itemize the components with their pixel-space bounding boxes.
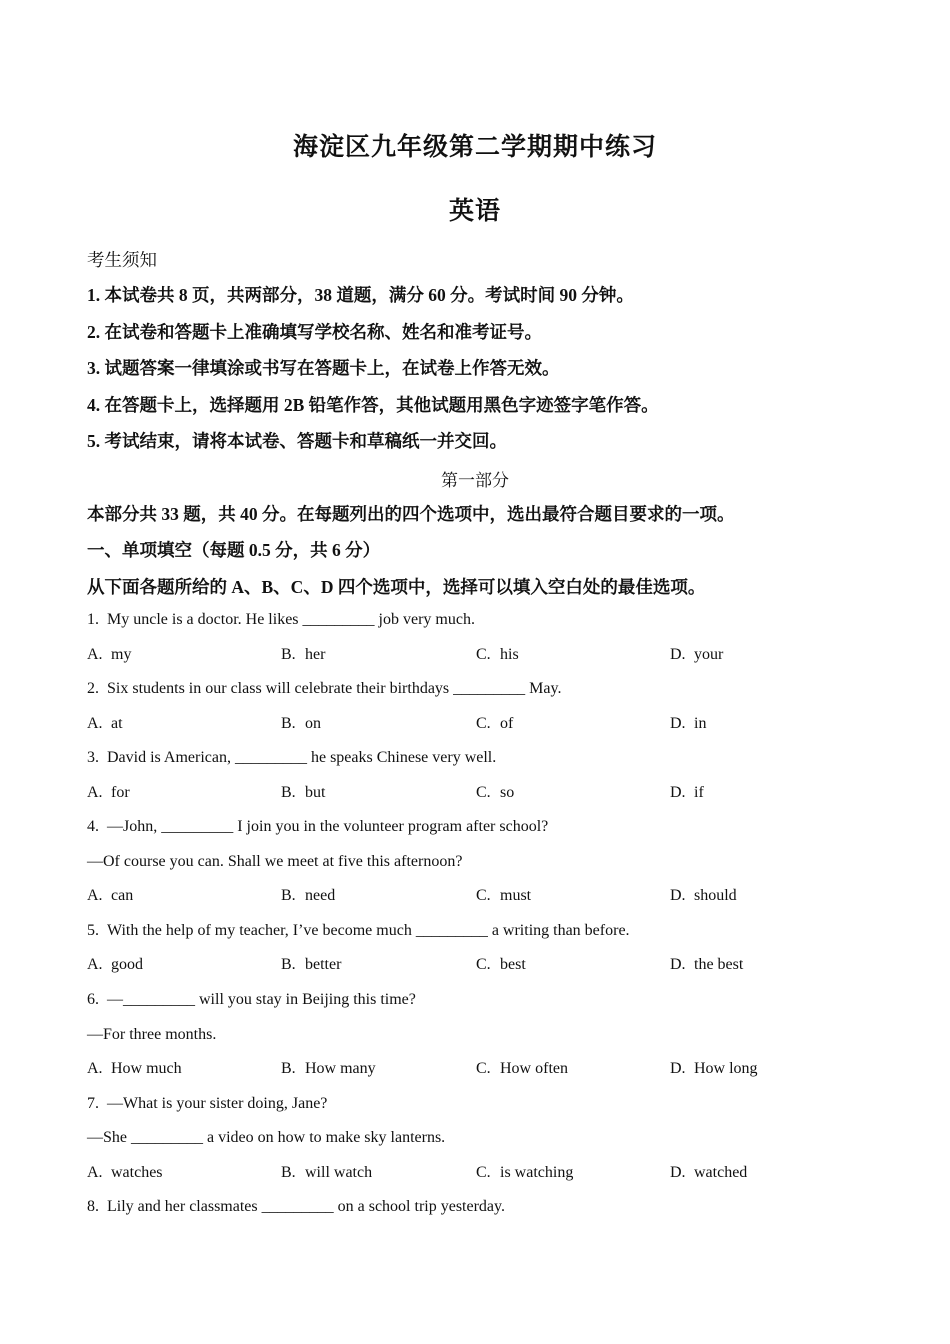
notice-item: 2. 在试卷和答题卡上准确填写学校名称、姓名和准考证号。: [87, 322, 542, 342]
option-b[interactable]: [281, 1060, 376, 1078]
option-text: must: [500, 887, 532, 904]
option-c[interactable]: [476, 1060, 568, 1078]
option-text: for: [111, 784, 130, 801]
notice-item: 4. 在答题卡上，选择题用 2B 铅笔作答，其他试题用黑色字迹签字笔作答。: [87, 395, 659, 415]
option-label: A.: [87, 956, 103, 973]
option-label: D.: [670, 1060, 686, 1077]
question-number: 7.: [87, 1095, 99, 1112]
option-a[interactable]: [87, 887, 133, 905]
notice-item: 1. 本试卷共 8 页，共两部分，38 道题，满分 60 分。考试时间 90 分钟。: [87, 285, 634, 305]
part-intro: 本部分共 33 题，共 40 分。在每题列出的四个选项中，选出最符合题目要求的一项。: [87, 504, 735, 524]
option-text: will watch: [305, 1164, 373, 1181]
question-stem: With the help of my teacher, I’ve become much _________ a writing than before.: [107, 922, 630, 939]
option-text: good: [111, 956, 143, 973]
option-b[interactable]: [281, 715, 321, 733]
option-label: B.: [281, 956, 296, 973]
question-number: 3.: [87, 749, 99, 766]
option-text: watches: [111, 1164, 163, 1181]
option-text: better: [305, 956, 342, 973]
question-5: [87, 922, 630, 940]
option-label: A.: [87, 1164, 103, 1181]
option-d[interactable]: [670, 784, 704, 802]
option-text: the best: [694, 956, 744, 973]
option-text: of: [500, 715, 514, 732]
option-label: A.: [87, 646, 103, 663]
question-4: [87, 818, 548, 836]
option-text: is watching: [500, 1164, 574, 1181]
part-title: 第一部分: [441, 471, 509, 490]
option-label: D.: [670, 715, 686, 732]
option-d[interactable]: [670, 956, 743, 974]
option-text: best: [500, 956, 526, 973]
option-a[interactable]: [87, 784, 130, 802]
option-text: so: [500, 784, 515, 801]
question-6: [87, 991, 416, 1009]
question-stem: David is American, _________ he speaks Chinese very well.: [107, 749, 497, 766]
option-label: C.: [476, 646, 491, 663]
option-label: C.: [476, 956, 491, 973]
question-stem: —_________ will you stay in Beijing this time?: [107, 991, 416, 1008]
option-text: at: [111, 715, 123, 732]
question-dialogue-line: —She _________ a video on how to make sky lanterns.: [87, 1129, 446, 1146]
option-text: his: [500, 646, 519, 663]
option-text: in: [694, 715, 707, 732]
question-number: 6.: [87, 991, 99, 1008]
question-number: 1.: [87, 611, 99, 628]
option-label: B.: [281, 1060, 296, 1077]
option-b[interactable]: [281, 887, 335, 905]
option-c[interactable]: [476, 1164, 573, 1182]
option-text: if: [694, 784, 704, 801]
option-c[interactable]: [476, 646, 519, 664]
option-text: watched: [694, 1164, 748, 1181]
notice-item: 5. 考试结束，请将本试卷、答题卡和草稿纸一并交回。: [87, 431, 507, 451]
option-label: C.: [476, 1060, 491, 1077]
option-label: B.: [281, 784, 296, 801]
option-label: B.: [281, 646, 296, 663]
option-a[interactable]: [87, 1164, 163, 1182]
question-8: [87, 1198, 505, 1216]
option-text: but: [305, 784, 326, 801]
option-c[interactable]: [476, 715, 513, 733]
question-number: 5.: [87, 922, 99, 939]
question-number: 8.: [87, 1198, 99, 1215]
option-label: C.: [476, 715, 491, 732]
question-stem: Lily and her classmates _________ on a school trip yesterday.: [107, 1198, 505, 1215]
option-label: C.: [476, 1164, 491, 1181]
option-label: A.: [87, 887, 103, 904]
option-text: need: [305, 887, 336, 904]
option-d[interactable]: [670, 715, 706, 733]
option-b[interactable]: [281, 784, 325, 802]
section-title: 一、单项填空（每题 0.5 分，共 6 分）: [87, 540, 381, 560]
option-text: her: [305, 646, 326, 663]
option-text: my: [111, 646, 132, 663]
question-stem: My uncle is a doctor. He likes _________ job very much.: [107, 611, 475, 628]
notice-item: 3. 试题答案一律填涂或书写在答题卡上，在试卷上作答无效。: [87, 358, 560, 378]
option-text: How often: [500, 1060, 568, 1077]
page-title: 海淀区九年级第二学期期中练习: [292, 134, 657, 161]
option-label: D.: [670, 956, 686, 973]
option-c[interactable]: [476, 784, 514, 802]
option-label: D.: [670, 887, 686, 904]
option-label: A.: [87, 784, 103, 801]
option-label: B.: [281, 887, 296, 904]
subject-title: 英语: [448, 198, 501, 225]
question-3: [87, 749, 496, 767]
option-b[interactable]: [281, 1164, 372, 1182]
question-7: [87, 1095, 327, 1113]
option-a[interactable]: [87, 646, 131, 664]
option-b[interactable]: [281, 956, 341, 974]
option-text: How much: [111, 1060, 182, 1077]
option-label: A.: [87, 715, 103, 732]
option-text: on: [305, 715, 321, 732]
option-label: B.: [281, 715, 296, 732]
question-1: [87, 611, 475, 629]
option-label: B.: [281, 1164, 296, 1181]
option-text: How many: [305, 1060, 376, 1077]
option-label: D.: [670, 646, 686, 663]
option-label: C.: [476, 887, 491, 904]
option-text: How long: [694, 1060, 758, 1077]
option-label: D.: [670, 1164, 686, 1181]
question-stem: —John, _________ I join you in the volunteer program after school?: [107, 818, 549, 835]
question-number: 4.: [87, 818, 99, 835]
option-a[interactable]: [87, 1060, 182, 1078]
question-dialogue-line: —Of course you can. Shall we meet at five this afternoon?: [87, 853, 463, 870]
option-d[interactable]: [670, 1060, 758, 1078]
section-instruction: 从下面各题所给的 A、B、C、D 四个选项中，选择可以填入空白处的最佳选项。: [87, 577, 706, 597]
question-stem: Six students in our class will celebrate their birthdays _________ May.: [107, 680, 562, 697]
option-d[interactable]: [670, 887, 737, 905]
option-text: should: [694, 887, 737, 904]
option-label: C.: [476, 784, 491, 801]
question-2: [87, 680, 561, 698]
option-text: your: [694, 646, 724, 663]
option-a[interactable]: [87, 956, 143, 974]
notice-title: 考生须知: [87, 250, 157, 270]
option-label: D.: [670, 784, 686, 801]
option-a[interactable]: [87, 715, 123, 733]
question-number: 2.: [87, 680, 99, 697]
option-c[interactable]: [476, 887, 531, 905]
question-dialogue-line: —For three months.: [87, 1026, 217, 1043]
option-b[interactable]: [281, 646, 325, 664]
option-d[interactable]: [670, 1164, 747, 1182]
question-stem: —What is your sister doing, Jane?: [107, 1095, 328, 1112]
option-text: can: [111, 887, 134, 904]
option-d[interactable]: [670, 646, 723, 664]
option-label: A.: [87, 1060, 103, 1077]
option-c[interactable]: [476, 956, 526, 974]
